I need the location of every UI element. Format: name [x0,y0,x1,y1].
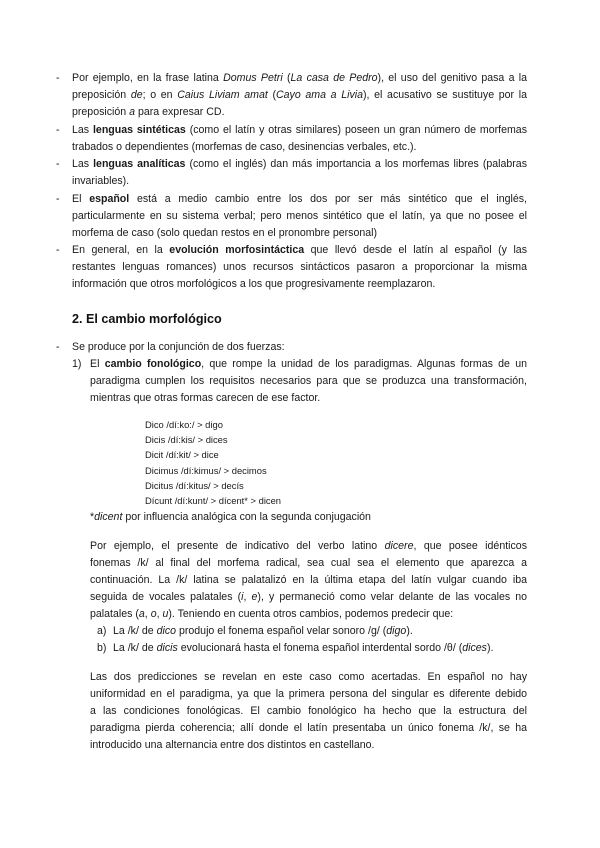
example-line: Dico /dí:ko:/ > digo [145,419,223,430]
bullet-item-2 [56,122,527,156]
item-line: El cambio fonológico, que rompe la unidad de los paradigmas. Algunas formas de un [90,358,527,370]
item-line: paradigma cumplen los requisitos necesarios para que se produzca una transformación, [90,375,527,387]
para-line: Las dos predicciones se revelan en este caso como acertadas. En español no hay [90,671,527,683]
bullet-line: preposición de; o en Caius Liviam amat (Cayo ama a Livia), el acusativo se sustituye por la [72,89,527,101]
bullet-line: En general, en la evolución morfosintáctica que llevó desde el latín al español (y las [72,244,527,256]
bullet-dash: - [56,193,60,205]
para-line: continuación. La /k/ latina se palatalizó en la última etapa del latín vulgar cuando iba [90,574,527,586]
footnote-text: *dicent por influencia analógica con la segunda conjugación [90,511,371,523]
paragraph-1 [90,538,527,623]
bullet-line: morfema de caso (solo quedan restos en el pronombre personal) [72,227,378,239]
bullet-line: preposición a para expresar CD. [72,106,225,118]
subitem-letter: b) [97,642,107,654]
bullet-line: restantes lenguas romances) unos recursos sintácticos pasaron a proporcionar la misma [72,261,527,273]
intro-text: Se produce por la conjunción de dos fuerzas: [72,341,285,353]
bullet-line: trabados o dependientes (morfemas de caso, desinencias verbales, etc.). [72,141,417,153]
bullet-item-5 [56,242,527,293]
bullet-line: Las lenguas sintéticas (como el latín y otras similares) poseen un gran número de morfemas [72,124,527,136]
para-line: Por ejemplo, el presente de indicativo del verbo latino dicere, que posee idénticos [90,540,527,552]
para-line: palatales (a, o, u). Teniendo en cuenta otros cambios, podemos predecir que: [90,608,454,620]
section-heading: 2. El cambio morfológico [72,312,222,326]
example-list [145,417,281,508]
numbered-item-1 [72,356,527,407]
para-line: introducido una alternancia entre dos distintos en castellano. [90,739,375,751]
subitem-a [97,623,527,640]
paragraph-2 [90,669,527,754]
example-line: Dicitus /dí:kitus/ > decís [145,479,244,491]
bullet-line: Por ejemplo, en la frase latina Domus Petri (La casa de Pedro), el uso del genitivo pasa a la [72,72,528,84]
para-line: fonemas /k/ al final del morfema radical, sea cual sea el elemento que aparezca a [90,557,527,569]
para-line: a las condiciones fonológicas. El cambio fonológico ha hecho que la estructura del [90,705,527,717]
subitem-letter: a) [97,625,107,637]
item-line: mientras que otras formas carecen de ese factor. [90,392,321,404]
example-line: Dícunt /dí:kunt/ > dícent* > dicen [145,495,282,507]
item-number: 1) [72,358,82,370]
example-line: Dicis /dí:kis/ > dices [145,434,228,446]
bullet-dash: - [56,341,60,353]
bullet-dash: - [56,158,60,170]
bullet-item-1 [56,70,528,121]
subitem-text: La /k/ de dico produjo el fonema español velar sonoro /g/ (digo). [113,625,413,637]
bullet-dash: - [56,244,60,256]
footnote [90,509,527,526]
intro-bullet [56,339,527,356]
bullet-dash: - [56,72,60,84]
subitem-b [97,640,527,657]
subitem-text: La /k/ de dicis evolucionará hasta el fonema español interdental sordo /θ/ (dices). [113,642,494,654]
bullet-item-4 [56,191,527,242]
bullet-dash: - [56,124,60,136]
bullet-line: particularmente en su sistema verbal; pero menos sintético que el latín, ya que no posee el [72,210,527,222]
bullet-line: El español está a medio cambio entre los dos por ser más sintético que el inglés, [72,193,527,205]
example-line: Dicimus /dí:kimus/ > decimos [145,464,267,476]
example-line: Dicit /dí:kit/ > dice [145,449,219,461]
bullet-line: invariables). [72,175,130,187]
para-line: seguida de vocales palatales (i, e), y permaneció como velar delante de las vocales no [90,591,527,603]
bullet-line: Las lenguas analíticas (como el inglés) dan más importancia a los morfemas libres (palabras [72,158,528,170]
bullet-item-3 [56,156,528,190]
para-line: uniformidad en el paradigma, ya que la primera persona del singular es diferente debido [90,688,527,700]
bullet-line: información que otros morfológicos a los que progresivamente reemplazaron. [72,278,436,290]
para-line: paradigma pierda coherencia; allí donde el latín presentaba un único fonema /k/, se ha [90,722,527,734]
